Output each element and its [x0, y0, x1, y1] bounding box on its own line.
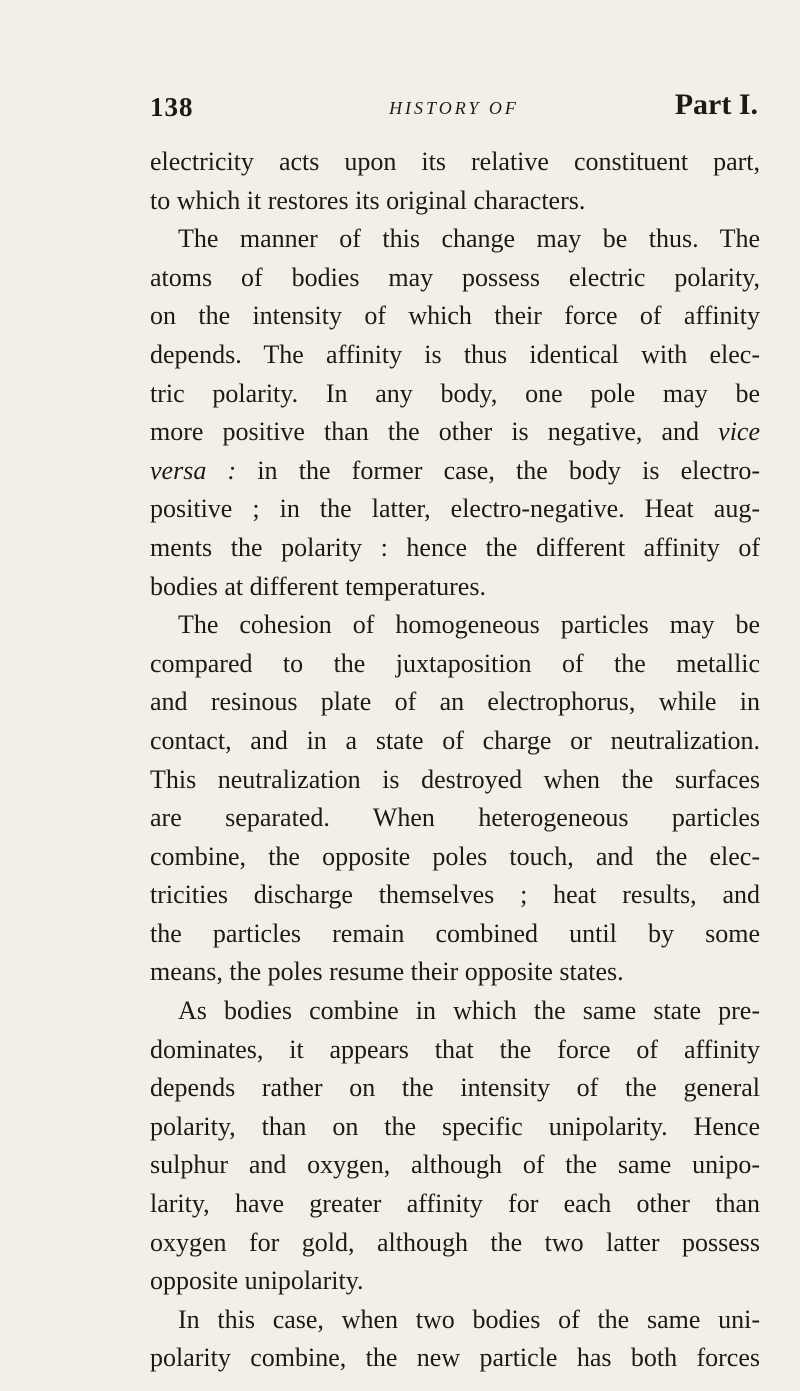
- text-line: [150, 259, 760, 298]
- text-line: [150, 143, 760, 182]
- text-line: [150, 1339, 760, 1378]
- text-line: [150, 1301, 760, 1340]
- page-number: 138: [150, 92, 194, 122]
- text-line: [150, 375, 760, 414]
- line-text: ments the polarity : hence the different affinity of: [150, 532, 760, 562]
- text-line: [150, 297, 760, 336]
- text-line: [150, 529, 760, 568]
- line-text: depends rather on the intensity of the general: [150, 1073, 760, 1103]
- running-head: HISTORY OF: [389, 98, 519, 118]
- line-text: combine, the opposite poles touch, and the elec-: [150, 841, 760, 871]
- text-line: [150, 413, 760, 452]
- text-line: [150, 568, 760, 607]
- text-line: [150, 722, 760, 761]
- line-text: This neutralization is destroyed when the surfaces: [150, 764, 760, 794]
- line-text: electricity acts upon its relative constituent part,: [150, 147, 760, 176]
- line-text: oxygen for gold, although the two latter possess: [150, 1227, 760, 1257]
- text-line: [150, 915, 760, 954]
- line-text: atoms of bodies may possess electric polarity,: [150, 262, 760, 292]
- text-line: [150, 645, 760, 684]
- line-text: dominates, it appears that the force of affinity: [150, 1034, 760, 1064]
- page-header: [150, 88, 758, 128]
- line-text: tric polarity. In any body, one pole may be: [150, 378, 760, 408]
- text-line: [150, 336, 760, 375]
- part-label: Part I.: [674, 88, 758, 121]
- text-line: [150, 953, 760, 992]
- line-text: more positive than the other is negative, and: [150, 417, 719, 447]
- line-text: the particles remain combined until by some: [150, 918, 760, 948]
- text-line: [150, 1108, 760, 1147]
- text-line: [150, 1185, 760, 1224]
- text-line: [150, 1069, 760, 1108]
- text-line: [150, 182, 760, 221]
- text-line: [150, 452, 760, 491]
- line-text: larity, have greater affinity for each other than: [150, 1189, 760, 1219]
- text-line: [150, 1146, 760, 1185]
- italic-phrase: versa :: [150, 455, 237, 485]
- text-line: [150, 606, 760, 645]
- line-text: in the former case, the body is electro-: [236, 455, 760, 485]
- text-line: [150, 876, 760, 915]
- line-text: positive ; in the latter, electro-negative. Heat aug-: [150, 494, 760, 524]
- line-text: In this case, when two bodies of the same uni-: [178, 1304, 760, 1334]
- line-text: depends. The affinity is thus identical with elec-: [150, 339, 760, 369]
- body-text: [150, 143, 760, 1378]
- line-text: The cohesion of homogeneous particles may be: [178, 610, 760, 640]
- text-line: [150, 683, 760, 722]
- text-line: [150, 761, 760, 800]
- line-text: and resinous plate of an electrophorus, while in: [150, 687, 760, 717]
- text-line: [150, 1031, 760, 1070]
- text-line: [150, 490, 760, 529]
- line-text: are separated. When heterogeneous particles: [150, 803, 760, 833]
- text-line: [150, 799, 760, 838]
- line-text: polarity combine, the new particle has both forces: [150, 1343, 760, 1373]
- line-text: sulphur and oxygen, although of the same unipo-: [150, 1150, 760, 1180]
- line-text: means, the poles resume their opposite states.: [150, 957, 624, 987]
- line-text: compared to the juxtaposition of the metallic: [150, 648, 760, 678]
- text-line: [150, 1262, 760, 1301]
- italic-phrase: vice: [718, 417, 760, 447]
- text-line: [150, 220, 760, 259]
- line-text: polarity, than on the specific unipolarity. Hence: [150, 1111, 760, 1141]
- line-text: As bodies combine in which the same state pre-: [178, 996, 760, 1026]
- text-line: [150, 992, 760, 1031]
- line-text: The manner of this change may be thus. The: [178, 224, 760, 254]
- text-line: [150, 838, 760, 877]
- line-text: on the intensity of which their force of affinity: [150, 301, 760, 331]
- line-text: bodies at different temperatures.: [150, 571, 486, 601]
- line-text: to which it restores its original characters.: [150, 185, 586, 215]
- line-text: contact, and in a state of charge or neutralization.: [150, 725, 760, 755]
- line-text: tricities discharge themselves ; heat results, and: [150, 880, 760, 910]
- text-line: [150, 1224, 760, 1263]
- line-text: opposite unipolarity.: [150, 1266, 364, 1296]
